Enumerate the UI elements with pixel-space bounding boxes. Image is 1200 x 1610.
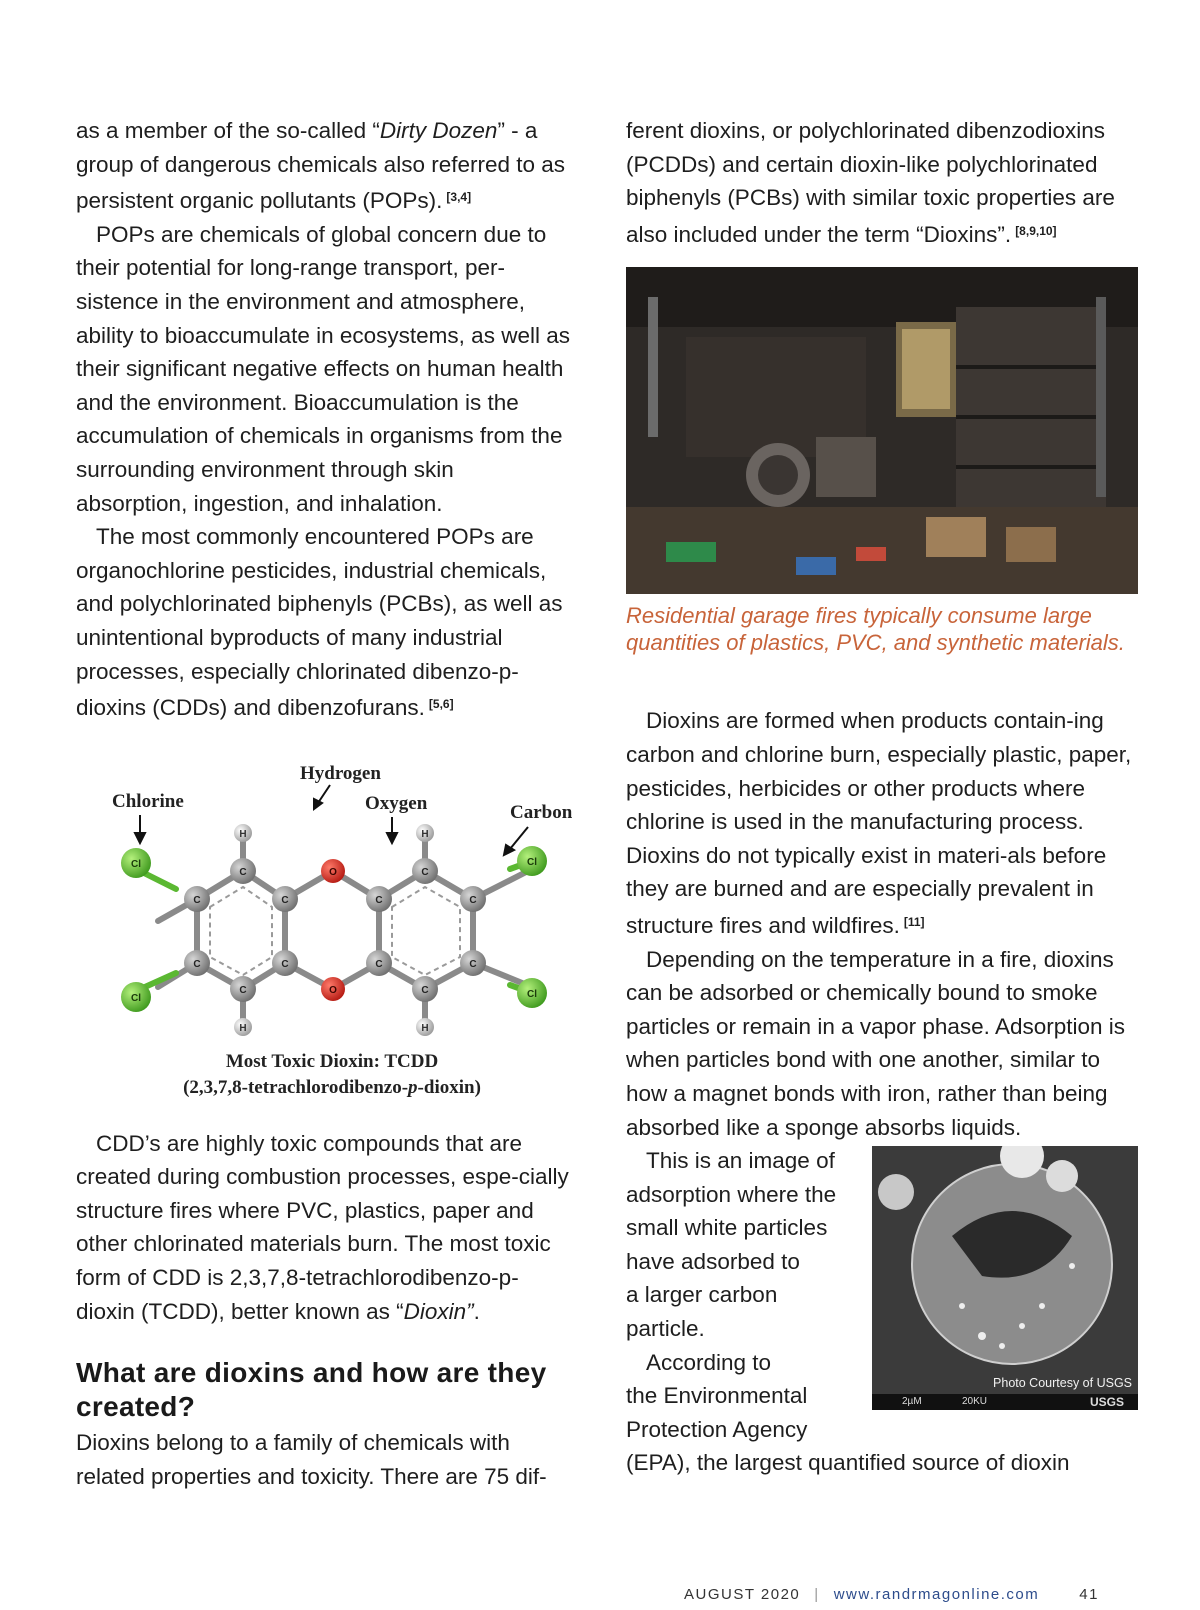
svg-text:O: O: [329, 984, 337, 996]
paragraph-dirty-dozen: as a member of the so-called “Dirty Dozen” - a group of dangerous chemicals also referred to as persistent organic pollutants (POPs). [3,4]: [76, 118, 566, 214]
garage-fire-photo: [626, 267, 1138, 594]
svg-text:C: C: [281, 894, 289, 906]
atom-h: [416, 824, 434, 842]
figure-caption-title: Most Toxic Dioxin: TCDD: [225, 1050, 439, 1072]
svg-text:H: H: [421, 828, 429, 840]
paragraph-adsorption: Depending on the temperature in a fire, dioxins can be adsorbed or chemically bound to smoke particles or remain in a vapor phase. Adsorption is when particles bond with one another, similar to how a magnet bonds with iron, rather than being absorbed like a sponge absorbs liquids.: [626, 946, 1126, 1140]
atom-c: [230, 858, 256, 884]
atom-c: [460, 886, 486, 912]
atom-c: [412, 976, 438, 1002]
svg-text:C: C: [281, 958, 289, 970]
paragraph-dioxin-family: Dioxins belong to a family of chemicals with related properties and toxicity. There are 75 dif-: [76, 1430, 547, 1489]
left-column: [76, 114, 571, 1493]
svg-text:Cl: Cl: [527, 988, 537, 1000]
paragraph-epa-line: Protection Agency: [626, 1416, 808, 1442]
sem-scale-micron: 2µM: [902, 1396, 922, 1408]
sem-scale-logo: USGS: [1089, 1395, 1124, 1410]
burned-garage-image: [626, 267, 1138, 594]
svg-text:C: C: [193, 894, 201, 906]
citation: [11]: [903, 914, 925, 929]
footer-separator: |: [814, 1586, 820, 1603]
atom-o: [321, 859, 345, 883]
label-hydrogen: Hydrogen: [300, 762, 381, 784]
citation: [3,4]: [446, 190, 472, 205]
paragraph-epa-line: According to: [646, 1349, 772, 1375]
svg-text:Cl: Cl: [131, 858, 141, 870]
paragraph-image-line: a larger carbon: [626, 1282, 778, 1308]
svg-text:H: H: [421, 1022, 429, 1034]
atom-h: [234, 1018, 252, 1036]
atom-h: [416, 1018, 434, 1036]
svg-text:C: C: [421, 984, 429, 996]
citation: [8,9,10]: [1015, 223, 1057, 238]
svg-text:H: H: [239, 828, 247, 840]
svg-text:C: C: [375, 958, 383, 970]
figure-caption-name: (2,3,7,8-tetrachlorodibenzo-p-dioxin): [183, 1076, 481, 1098]
atom-c: [184, 950, 210, 976]
label-oxygen: Oxygen: [365, 792, 428, 814]
svg-text:C: C: [469, 894, 477, 906]
sem-scale-kv: 20KU: [962, 1396, 988, 1408]
citation: [5,6]: [428, 697, 454, 712]
page-footer: [684, 1586, 1099, 1603]
tcdd-molecule-figure: [92, 759, 572, 1099]
atom-c: [412, 858, 438, 884]
page-number: 41: [1079, 1586, 1099, 1603]
svg-text:Cl: Cl: [527, 856, 537, 868]
atom-cl: [121, 848, 151, 878]
label-chlorine: Chlorine: [112, 790, 184, 812]
sem-section: [626, 1144, 1138, 1480]
paragraph-epa-line: (EPA), the largest quantified source of dioxin: [626, 1450, 1070, 1476]
atom-o: [321, 977, 345, 1001]
atom-c: [366, 950, 392, 976]
paragraph-image-line: small white particles: [626, 1215, 828, 1241]
sem-scale-bar: [872, 1394, 1138, 1410]
svg-text:C: C: [469, 958, 477, 970]
paragraph-image-line: adsorption where the: [626, 1181, 837, 1207]
footer-issue: AUGUST 2020: [684, 1586, 801, 1603]
paragraph-cdd: CDD’s are highly toxic compounds that are created during combustion processes, espe-cially structure fires where PVC, plastics, paper and other chlorinated materials burn. The most toxic form of CDD is 2,3,7,8-tetrachlorodibenzo-p-dioxin (TCDD), better known as “Dioxin”.: [76, 1130, 569, 1324]
svg-text:C: C: [375, 894, 383, 906]
paragraph-pops: POPs are chemicals of global concern due to their potential for long-range transport, per-sistence in the environment and atmosphere, ability to bioaccumulate in ecosystems, as well as their significant negative effects on human health and the environment. Bioaccumulation is the accumulation of chemicals in organisms from the surrounding environment through skin absorption, ingestion, and inhalation.: [76, 221, 570, 516]
paragraph-image-line: have adsorbed to: [626, 1248, 800, 1274]
paragraph-image-line: particle.: [626, 1316, 705, 1342]
svg-text:O: O: [329, 866, 337, 878]
atom-c: [460, 950, 486, 976]
footer-url[interactable]: www.randrmagonline.com: [833, 1586, 1040, 1603]
svg-text:Cl: Cl: [131, 992, 141, 1004]
atom-c: [230, 976, 256, 1002]
paragraph-common-pops: The most commonly encountered POPs are organochlorine pesticides, industrial chemicals, and polychlorinated biphenyls (PCBs), as well as unintentional byproducts of many industrial processes, especially chlorinated dibenzo-p-dioxins (CDDs) and dibenzofurans. [5,6]: [76, 524, 563, 721]
right-column: [626, 114, 1138, 1480]
section-heading: What are dioxins and how are they created?: [76, 1357, 547, 1423]
atom-h: [234, 824, 252, 842]
paragraph-pcdd: ferent dioxins, or polychlorinated dibenzodioxins (PCDDs) and certain dioxin-like polychlorinated biphenyls (PCBs) with similar toxic properties are also included under the term “Dioxins”. [8,9,10]: [626, 118, 1115, 247]
label-carbon: Carbon: [510, 801, 572, 823]
paragraph-epa-line: the Environmental: [626, 1383, 808, 1409]
atom-c: [272, 886, 298, 912]
atom-cl: [517, 978, 547, 1008]
atom-c: [366, 886, 392, 912]
svg-text:C: C: [239, 984, 247, 996]
svg-text:C: C: [421, 866, 429, 878]
sem-particle-photo: [872, 1146, 1138, 1410]
sem-photo-credit: Photo Courtesy of USGS: [993, 1376, 1132, 1391]
carbon-particle-image: [872, 1146, 1138, 1410]
svg-text:C: C: [239, 866, 247, 878]
svg-text:H: H: [239, 1022, 247, 1034]
svg-text:C: C: [193, 958, 201, 970]
atom-cl: [517, 846, 547, 876]
atom-cl: [121, 982, 151, 1012]
atom-c: [184, 886, 210, 912]
paragraph-image-line: This is an image of: [646, 1148, 835, 1174]
photo-caption: Residential garage fires typically consume large quantities of plastics, PVC, and synthetic materials.: [626, 603, 1125, 656]
atom-c: [272, 950, 298, 976]
tcdd-molecule-diagram: [92, 759, 572, 1099]
paragraph-dioxin-formation: Dioxins are formed when products contain-ing carbon and chlorine burn, especially plastic, paper, pesticides, herbicides or other products where chlorine is used in the manufacturing process. Dioxins do not typically exist in materi-als before they are burned and are especially prevalent in structure fires and wildfires. [11]: [626, 708, 1132, 938]
